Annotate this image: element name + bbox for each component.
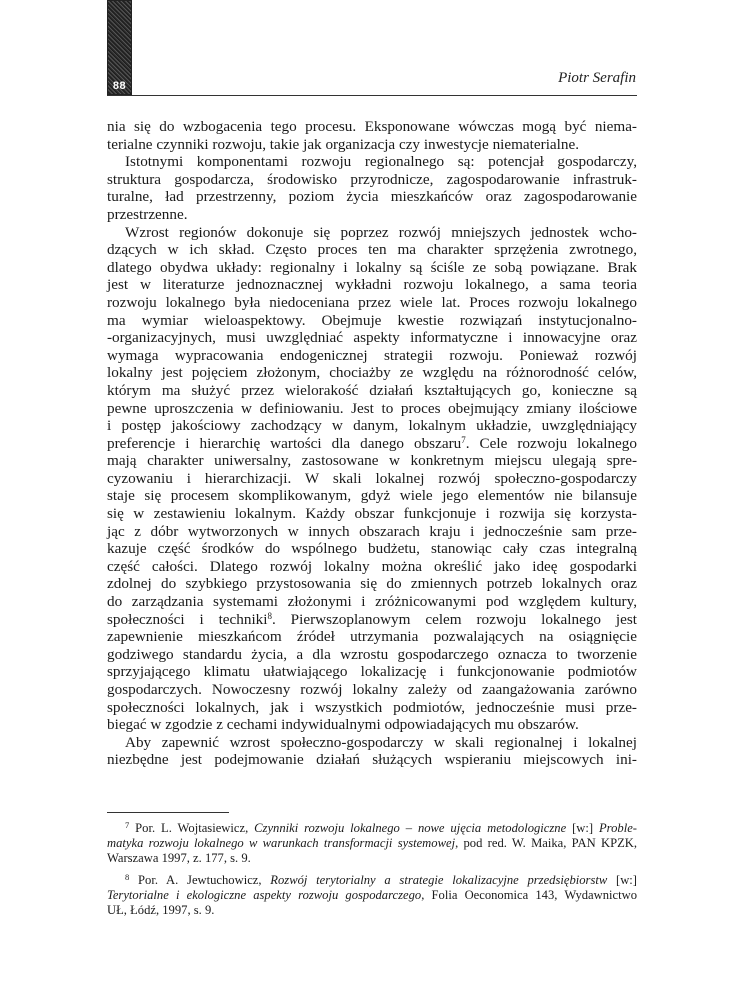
footnote-text: Por. L. Wojtasiewicz, [129, 821, 255, 835]
body-line: dlatego obydwa układy: regionalny i lokalny są ściśle ze sobą powiązane. Brak [107, 258, 637, 276]
footnote-title: Terytorialne i ekologiczne aspekty rozwoju gospodarczego [107, 887, 422, 902]
body-line: Istotnymi komponentami rozwoju regionalnego są: potencjał gospodarczy, [125, 153, 637, 171]
footnote-text: , Folia Oeconomica 143, Wydawnictwo [421, 887, 638, 902]
body-line: biegać w zgodzie z cechami indywidualnymi odpowiadających mu obszarów. [107, 716, 579, 734]
body-line: zapewnienie mieszkańcom źródeł utrzymania pozwalających na osiągnięcie [107, 628, 637, 646]
body-line: -organizacyjnych, musi uwzględniać aspekty informatyczne i innowacyjne oraz [107, 329, 637, 347]
body-line: niezbędne jest podejmowanie działań służących wspieraniu miejscowych ini- [107, 751, 637, 769]
footnote-title: matyka rozwoju lokalnego w warunkach transformacji systemowej [107, 836, 456, 851]
body-line-text: preferencje i hierarchię wartości dla danego obszaru [107, 434, 462, 452]
footnote-7 [107, 821, 637, 867]
body-line: kazuje część środków do wspólnego budżetu, stanowiąc cały czas integralną [107, 540, 637, 558]
footnote-title: Czynniki rozwoju lokalnego – nowe ujęcia metodologiczne [254, 821, 567, 835]
footnote-text: [w:] [607, 872, 637, 887]
footnote-line [107, 821, 637, 836]
body-line: ma wymiar wieloaspektowy. Obejmuje kwestie rozwiązań instytucjonalno- [107, 311, 637, 329]
body-line: Aby zapewnić wzrost społeczno-gospodarczy w skali regionalnej i lokalnej [125, 733, 637, 751]
body-line: się w zestawieniu lokalnym. Każdy obszar funkcjonuje i rozwija się korzysta- [107, 505, 637, 523]
body-line-text: społeczności i techniki [107, 610, 268, 628]
footnote-ref-8[interactable]: 8 [267, 610, 272, 621]
footnote-number: 7 [125, 820, 130, 830]
footnote-rule [107, 812, 229, 813]
body-line: lokalny jest pojęciem złożonym, chociażby ze względu na różnorodność celów, [107, 364, 637, 382]
footnotes [107, 821, 637, 924]
footnote-8 [107, 873, 637, 919]
running-head-author: Piotr Serafin [558, 70, 636, 86]
body-line: rozwoju lokalnego była niedoceniana przez wiele lat. Proces rozwoju lokalnego [107, 293, 637, 311]
page-number-tab [107, 0, 132, 95]
body-line [107, 611, 637, 629]
footnote-text: Por. A. Jewtuchowicz, [129, 872, 271, 887]
footnote-text: [w:] [566, 821, 599, 835]
body-line: Wzrost regionów dokonuje się poprzez rozwój mniejszych jednostek wcho- [125, 223, 637, 241]
body-line: struktura gospodarcza, środowisko przyrodnicze, zagospodarowanie infrastruk- [107, 170, 637, 188]
footnote-title: Proble- [598, 821, 637, 835]
body-line: i postęp jakościowy zachodzący w danym, lokalnym układzie, uwzględniający [107, 417, 637, 435]
body-line: nia się do wzbogacenia tego procesu. Eksponowane wówczas mogą być niema- [107, 118, 637, 135]
body-line: staje się procesem skomplikowanym, gdyż wiele jego elementów nie bilansuje [107, 487, 637, 505]
body-line: mają charakter uniwersalny, zastosowane w konkretnym miejscu ulegają spre- [107, 452, 637, 470]
body-line [107, 435, 637, 453]
body-line: cyzowaniu i hierarchizacji. W skali lokalnej rozwój społeczno-gospodarczy [107, 469, 637, 487]
footnote-number: 8 [125, 871, 130, 882]
body-line: zdolnej do szybkiego przystosowania się do zmiennych potrzeb lokalnych oraz [107, 575, 637, 593]
body-line: pewne uproszczenia w definiowaniu. Jest to proces obejmujący zmiany ilościowe [107, 399, 637, 417]
footnote-line [107, 888, 637, 903]
body-line: terialne czynniki rozwoju, takie jak organizacja czy inwestycje niematerialne. [107, 135, 580, 153]
body-line-text: . Cele rozwoju lokalnego [465, 434, 637, 452]
body-line: turalne, ład przestrzenny, poziom życia mieszkańców oraz zagospodarowanie [107, 188, 637, 206]
footnote-line: Warszawa 1997, z. 177, s. 9. [107, 851, 251, 866]
body-text [107, 118, 637, 769]
body-line: przestrzenne. [107, 205, 188, 223]
footnote-line [107, 873, 637, 888]
body-line: do zarządzania systemami złożonymi i zróżnicowanymi pod względem kultury, [107, 593, 637, 611]
body-line: wymaga wypracowania endogenicznej strategii rozwoju. Ponieważ rozwój [107, 346, 637, 364]
body-line: gospodarczych. Nowoczesny rozwój lokalny zależy od zaangażowania zarówno [107, 681, 637, 698]
body-line: część całości. Dlatego rozwój lokalny można określić jako ideę gospodarki [107, 557, 637, 575]
footnote-line: UŁ, Łódź, 1997, s. 9. [107, 903, 215, 918]
footnote-ref-7[interactable]: 7 [461, 434, 466, 445]
body-line-text: . Pierwszoplanowym celem rozwoju lokalnego jest [272, 610, 637, 628]
body-line: jest w literaturze jednoznacznej wykładni rozwoju lokalnego, a sama teoria [107, 276, 637, 294]
footnote-text: , pod red. W. Maika, PAN KPZK, [455, 836, 638, 851]
footnote-title: Rozwój terytorialny a strategie lokalizacyjne przedsiębiorstw [270, 872, 608, 887]
body-line: godziwego standardu życia, a dla wzrostu gospodarczego oznacza to tworzenie [107, 645, 637, 663]
page-number: 88 [112, 80, 127, 92]
body-line: którym ma służyć przez wielorakość działań kształtujących go, konieczne są [107, 381, 637, 399]
footnote-line [107, 836, 637, 851]
body-line: dzących w ich skład. Często proces ten ma charakter sprzężenia zwrotnego, [107, 241, 637, 259]
header-rule [107, 95, 637, 96]
body-line: jąc z dóbr wytworzonych w innych obszarach kraju i jednocześnie sam prze- [107, 522, 637, 540]
body-line: społeczności lokalnych, jak i wszystkich podmiotów, jednocześnie musi prze- [107, 698, 637, 716]
body-line: sprzyjającego klimatu ułatwiającego lokalizację i funkcjonowanie podmiotów [107, 663, 637, 681]
